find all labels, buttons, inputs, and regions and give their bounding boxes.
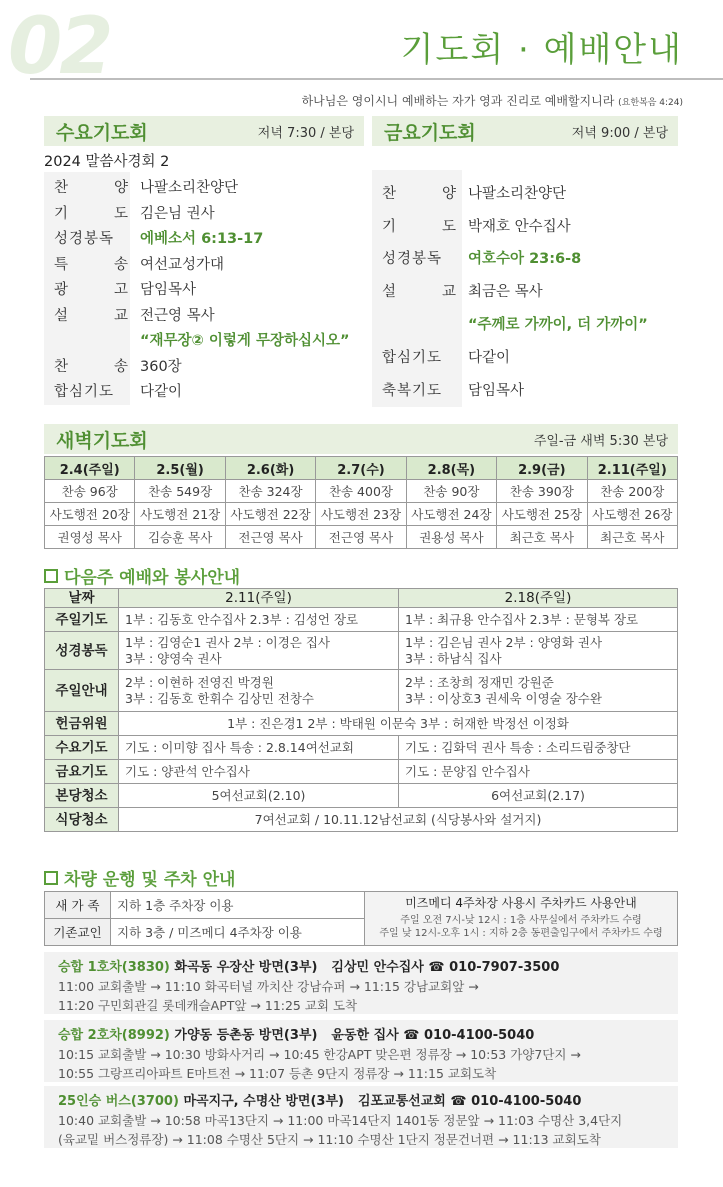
route-line: 10:40 교회출발 → 10:58 마곡13단지 → 11:00 마곡14단지 1401동 정문앞 → 11:03 수명산 3,4단지 [58, 1113, 623, 1128]
program-label-part: 찬 [54, 180, 69, 197]
existing-member-value: 지하 3층 / 미즈메디 4주차장 이용 [111, 919, 365, 946]
existing-member-label: 기존교인 [45, 919, 111, 946]
dawn-day: 2.9(금) [497, 457, 587, 480]
route-line: 11:00 교회출발 → 11:10 화곡터널 까치산 강남슈퍼 → 11:15 강남교회앞 → [58, 979, 479, 994]
program-label-part: 양 [441, 185, 456, 202]
route-header [58, 1026, 666, 1045]
route-area: 마곡지구, 수명산 방면(3부) [183, 1094, 344, 1109]
friday-header [372, 116, 678, 146]
dawn-day: 2.7(수) [316, 457, 406, 480]
guide-a [119, 670, 399, 712]
program-label-part: 도 [113, 205, 128, 222]
program-value: 다같이 [468, 349, 511, 366]
dawn-preacher: 권용성 목사 [406, 526, 496, 549]
route-driver: 윤동한 집사 [331, 1028, 399, 1043]
program-label-part: 광 [54, 282, 69, 299]
dawn-day: 2.4(주일) [45, 457, 135, 480]
program-label-part: 도 [441, 218, 456, 235]
program-value: 여선교성가대 [140, 256, 225, 273]
friday-title: 금요기도회 [384, 121, 476, 144]
guide-b [399, 670, 678, 712]
route-area: 화곡동 우장산 방면(3부) [174, 960, 318, 975]
dawn-title: 새벽기도회 [56, 429, 148, 452]
program-label-part: 교 [441, 284, 456, 301]
route-driver: 김포교통선교회 [357, 1094, 446, 1109]
wednesday-program-row [54, 225, 374, 251]
dawn-hymn: 찬송 390장 [497, 480, 587, 503]
program-value: 360장 [140, 358, 182, 375]
next-week-col-label: 날짜 [45, 589, 119, 608]
prayer-b: 1부 : 최규용 안수집사 2.3부 : 문형복 장로 [399, 608, 678, 632]
verse-text: 하나님은 영이시니 예배하는 자가 영과 진리로 예배할지니라 [301, 94, 615, 108]
route-vehicle: 승합 1호차(3830) [58, 960, 170, 975]
wednesday-header [44, 116, 364, 146]
reading-b [399, 632, 678, 670]
dawn-preacher: 김승훈 목사 [135, 526, 225, 549]
dawn-hymn: 찬송 324장 [225, 480, 315, 503]
wednesday-program-row [54, 276, 374, 302]
program-label-part: 축복기도 [382, 382, 443, 399]
new-family-label: 새 가 족 [45, 892, 111, 919]
dawn-text: 사도행전 20장 [45, 503, 135, 526]
dawn-preacher: 전근영 목사 [316, 526, 406, 549]
route-area: 가양동 등촌동 방면(3부) [174, 1028, 318, 1043]
program-label [54, 278, 140, 299]
clean-b: 6여선교회(2.17) [399, 784, 678, 808]
route-line: 11:20 구민회관길 롯데캐슬APT앞 → 11:25 교회 도착 [58, 998, 358, 1013]
program-label [382, 247, 468, 268]
dawn-row [45, 526, 678, 549]
friday-program-row [382, 307, 678, 340]
wednesday-program-row [54, 353, 374, 379]
program-value: 여호수아 23:6-8 [468, 251, 582, 268]
program-label-part: 송 [113, 256, 128, 273]
reading-a [119, 632, 399, 670]
guide-b1: 2부 : 조창희 정재민 강원준 [405, 674, 554, 690]
dawn-text: 사도행전 26장 [587, 503, 677, 526]
program-label [54, 176, 140, 197]
wednesday-time: 저녁 7:30 / 본당 [257, 125, 354, 141]
dawn-day: 2.8(목) [406, 457, 496, 480]
wednesday-title: 수요기도회 [56, 121, 148, 144]
dawn-text: 사도행전 25장 [497, 503, 587, 526]
dawn-table [44, 456, 678, 549]
next-week-heading [44, 563, 240, 588]
program-value: 다같이 [140, 384, 183, 401]
program-label [54, 227, 140, 248]
program-value: “재무장② 이렇게 무장하십시오” [140, 333, 350, 350]
program-label [54, 355, 140, 376]
route-line: 10:15 교회출발 → 10:30 방화사거리 → 10:45 한강APT 맞은편 정류장 → 10:53 가양7단지 → [58, 1047, 581, 1062]
program-value: 에베소서 6:13-17 [140, 231, 264, 248]
wednesday-program-row [54, 302, 374, 328]
dawn-day: 2.5(월) [135, 457, 225, 480]
program-value: “주께로 가까이, 더 가까이” [468, 317, 648, 334]
program-value: 담임목사 [140, 282, 197, 299]
checkbox-square-icon [44, 569, 58, 583]
clean-a: 5여선교회(2.10) [119, 784, 399, 808]
fri-b: 기도 : 문양집 안수집사 [399, 760, 678, 784]
row-label-offering: 헌금위원 [45, 712, 119, 736]
title-divider [30, 78, 723, 80]
reading-b1: 1부 : 김은님 권사 2부 : 양영화 권사 [405, 634, 603, 650]
guide-b2: 3부 : 이상호3 권세욱 이영술 장수완 [405, 690, 602, 706]
wednesday-program-row [54, 200, 374, 226]
program-label-part: 교 [113, 307, 128, 324]
reading-a1: 1부 : 김영순1 권사 2부 : 이경은 집사 [125, 634, 330, 650]
dawn-header [44, 424, 678, 454]
program-label-part: 찬 [382, 185, 397, 202]
row-label-clean: 본당청소 [45, 784, 119, 808]
new-family-value: 지하 1층 주차장 이용 [111, 892, 365, 919]
route-line: 10:55 그랑프리아파트 E마트전 → 11:07 등촌 9단지 정류장 → 11:15 교회도착 [58, 1066, 497, 1081]
next-week-date1: 2.11(주일) [119, 589, 399, 608]
dawn-hymn: 찬송 549장 [135, 480, 225, 503]
route-line: (육교밑 버스정류장) → 11:08 수명산 5단지 → 11:10 수명산 1단지 정문건너편 → 11:13 교회도착 [58, 1132, 601, 1147]
program-label-part: 기 [54, 205, 69, 222]
dawn-row [45, 480, 678, 503]
friday-program-row [382, 274, 678, 307]
route-phone: ☎ 010-4100-5040 [403, 1028, 535, 1043]
parking-info-title: 미즈메디 4주차장 사용시 주차카드 사용안내 [405, 896, 637, 910]
program-value: 전근영 목사 [140, 307, 215, 324]
program-label [382, 379, 468, 400]
row-label-dining: 식당청소 [45, 808, 119, 832]
dawn-day: 2.11(주일) [587, 457, 677, 480]
program-label [382, 215, 468, 236]
wednesday-program [54, 174, 374, 404]
route-card [44, 1020, 678, 1082]
friday-program [382, 176, 678, 406]
wednesday-program-row [54, 378, 374, 404]
dawn-row [45, 457, 678, 480]
row-label-reading: 성경봉독 [45, 632, 119, 670]
route-driver: 김상민 안수집사 [331, 960, 424, 975]
row-label-wed: 수요기도 [45, 736, 119, 760]
parking-title: 차량 운행 및 주차 안내 [64, 870, 236, 890]
route-card [44, 1086, 678, 1148]
program-value: 최금은 목사 [468, 284, 543, 301]
parking-info-line1: 주일 오전 7시-낮 12시 : 1층 사무실에서 주차카드 수령 [400, 915, 642, 926]
dawn-text: 사도행전 21장 [135, 503, 225, 526]
program-label-part: 송 [113, 358, 128, 375]
program-label-part: 양 [113, 180, 128, 197]
friday-program-row [382, 176, 678, 209]
program-label-part: 성경봉독 [382, 251, 443, 268]
page-number: 02 [8, 2, 111, 92]
dining-value: 7여선교회 / 10.11.12남선교회 (식당봉사와 설거지) [119, 808, 678, 832]
route-vehicle: 승합 2호차(8992) [58, 1028, 170, 1043]
parking-info-line2: 주일 낮 12시-오후 1시 : 지하 2층 동편출입구에서 주차카드 수령 [379, 928, 663, 939]
program-label [382, 346, 468, 367]
fri-a: 기도 : 양관석 안수집사 [119, 760, 399, 784]
verse-ref: (요한복음 4:24) [618, 98, 683, 108]
guide-a1: 2부 : 이현하 전영진 박경원 [125, 674, 274, 690]
program-label [54, 380, 140, 401]
route-vehicle: 25인승 버스(3700) [58, 1094, 179, 1109]
program-label [382, 280, 468, 301]
program-value: 담임목사 [468, 382, 525, 399]
row-label-prayer: 주일기도 [45, 608, 119, 632]
dawn-preacher: 권영성 목사 [45, 526, 135, 549]
dawn-preacher: 최근호 목사 [497, 526, 587, 549]
dawn-row [45, 503, 678, 526]
program-label-part: 합심기도 [382, 349, 443, 366]
program-label-part: 기 [382, 218, 397, 235]
dawn-preacher: 최근호 목사 [587, 526, 677, 549]
route-phone: ☎ 010-7907-3500 [428, 960, 560, 975]
friday-program-row [382, 373, 678, 406]
next-week-date2: 2.18(주일) [399, 589, 678, 608]
friday-time: 저녁 9:00 / 본당 [571, 125, 668, 141]
offering-value: 1부 : 진은경1 2부 : 박태원 이문숙 3부 : 허재한 박정선 이정화 [119, 712, 678, 736]
page-title: 기도회 · 예배안내 [400, 30, 683, 70]
route-header [58, 958, 666, 977]
dawn-preacher: 전근영 목사 [225, 526, 315, 549]
program-value: 나팔소리찬양단 [468, 185, 567, 202]
dawn-time: 주일-금 새벽 5:30 본당 [533, 433, 668, 449]
dawn-hymn: 찬송 90장 [406, 480, 496, 503]
checkbox-square-icon [44, 871, 58, 885]
wed-b: 기도 : 김화덕 권사 특송 : 소리드림중창단 [399, 736, 678, 760]
friday-program-row [382, 340, 678, 373]
friday-program-row [382, 209, 678, 242]
parking-heading [44, 865, 235, 890]
program-label-part: 특 [54, 256, 69, 273]
program-label [54, 253, 140, 274]
program-value: 김은님 권사 [140, 205, 215, 222]
program-label-part: 설 [54, 307, 69, 324]
parking-table [44, 891, 678, 946]
program-label-part: 고 [113, 282, 128, 299]
friday-program-row [382, 242, 678, 275]
dawn-text: 사도행전 23장 [316, 503, 406, 526]
verse [302, 92, 683, 109]
program-label-part: 합심기도 [54, 384, 115, 401]
wednesday-program-row [54, 327, 374, 353]
route-phone: ☎ 010-4100-5040 [450, 1094, 582, 1109]
dawn-hymn: 찬송 96장 [45, 480, 135, 503]
wednesday-program-row [54, 251, 374, 277]
program-label-part: 설 [382, 284, 397, 301]
program-label [382, 182, 468, 203]
row-label-fri: 금요기도 [45, 760, 119, 784]
program-label [54, 202, 140, 223]
wednesday-subtitle: 2024 말씀사경회 2 [44, 154, 170, 170]
reading-a2: 3부 : 양영숙 권사 [125, 650, 222, 666]
next-week-table [44, 588, 678, 832]
guide-a2: 3부 : 김동호 한휘수 김상민 전창수 [125, 690, 315, 706]
program-value: 박재호 안수집사 [468, 218, 571, 235]
next-week-title: 다음주 예배와 봉사안내 [64, 568, 241, 588]
dawn-text: 사도행전 24장 [406, 503, 496, 526]
wednesday-program-row [54, 174, 374, 200]
prayer-a: 1부 : 김동호 안수집사 2.3부 : 김성언 장로 [119, 608, 399, 632]
program-label [54, 304, 140, 325]
route-header [58, 1092, 666, 1111]
dawn-day: 2.6(화) [225, 457, 315, 480]
row-label-guide: 주일안내 [45, 670, 119, 712]
program-label-part: 찬 [54, 358, 69, 375]
reading-b2: 3부 : 하남식 집사 [405, 650, 502, 666]
program-value: 나팔소리찬양단 [140, 180, 239, 197]
wed-a: 기도 : 이미향 집사 특송 : 2.8.14여선교회 [119, 736, 399, 760]
dawn-hymn: 찬송 400장 [316, 480, 406, 503]
route-card [44, 952, 678, 1014]
dawn-hymn: 찬송 200장 [587, 480, 677, 503]
dawn-text: 사도행전 22장 [225, 503, 315, 526]
program-label-part: 성경봉독 [54, 231, 115, 248]
parking-card-info [365, 892, 678, 946]
